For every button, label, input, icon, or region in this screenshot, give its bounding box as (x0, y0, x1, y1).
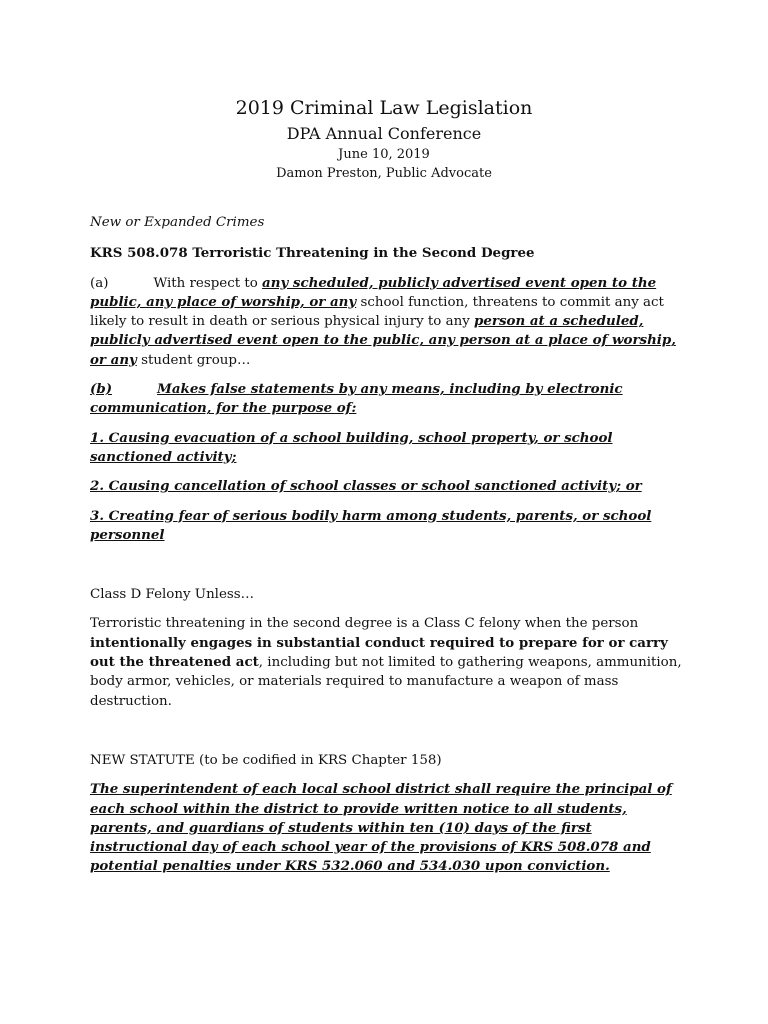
paragraph-b-text: Makes false statements by any means, including by electronic communication, for the purpose of: (90, 381, 623, 417)
document-body (90, 213, 682, 877)
statute-heading: KRS 508.078 Terroristic Threatening in the Second Degree (90, 245, 535, 262)
document-author: Damon Preston, Public Advocate (276, 166, 492, 181)
new-statute-label: NEW STATUTE (to be codified in KRS Chapter 158) (90, 752, 442, 768)
paragraph-b-marker: (b) (90, 381, 113, 398)
paragraph-b (90, 380, 682, 419)
new-statute-text: The superintendent of each local school district shall require the principal of each school within the district to provide written notice to all students, parents, and guardians of students within ten (10) days of the first instructional day of each school year of the provisions of KRS 508.078 and potential penalties under KRS 532.060 and 534.030 upon conviction. (90, 781, 672, 875)
section-label: New or Expanded Crimes (90, 215, 265, 230)
paragraph-a-text-1: With respect to (153, 275, 263, 291)
list-item: 3. Creating fear of serious bodily harm among students, parents, or school personnel (90, 507, 652, 543)
paragraph-a-insert-1: any scheduled, publicly advertised event open to the public, any place of worship, or any (90, 274, 657, 310)
class-d-label: Class D Felony Unless… (90, 587, 255, 603)
document-subtitle: DPA Annual Conference (286, 124, 482, 143)
class-c-text-2: , including but not limited to gathering weapons, ammunition, body armor, vehicles, or materials required to manufacture a weapon of mass destruction. (90, 655, 682, 709)
paragraph-a-insert-2: person at a scheduled, publicly advertised event open to the public, any person at a place of worship, or any (90, 313, 676, 368)
document-header (0, 95, 768, 183)
paragraph-a (90, 274, 682, 370)
list-item: 1. Causing evacuation of a school building, school property, or school sanctioned activity; (90, 429, 613, 465)
document-title: 2019 Criminal Law Legislation (235, 97, 533, 119)
list-item: 2. Causing cancellation of school classes or school sanctioned activity; or (90, 478, 642, 495)
paragraph-a-marker: (a) (90, 275, 109, 291)
paragraph-a-text-2: school function, threatens to commit any act likely to result in death or serious physical injury to any (90, 294, 664, 330)
class-c-bold: intentionally engages in substantial conduct required to prepare for or carry out the threatened act (90, 634, 668, 671)
paragraph-a-text-3: student group… (136, 352, 251, 368)
document-date: June 10, 2019 (338, 147, 430, 162)
class-c-paragraph (90, 614, 682, 710)
class-c-text-1: Terroristic threatening in the second degree is a Class C felony when the person (90, 616, 639, 632)
